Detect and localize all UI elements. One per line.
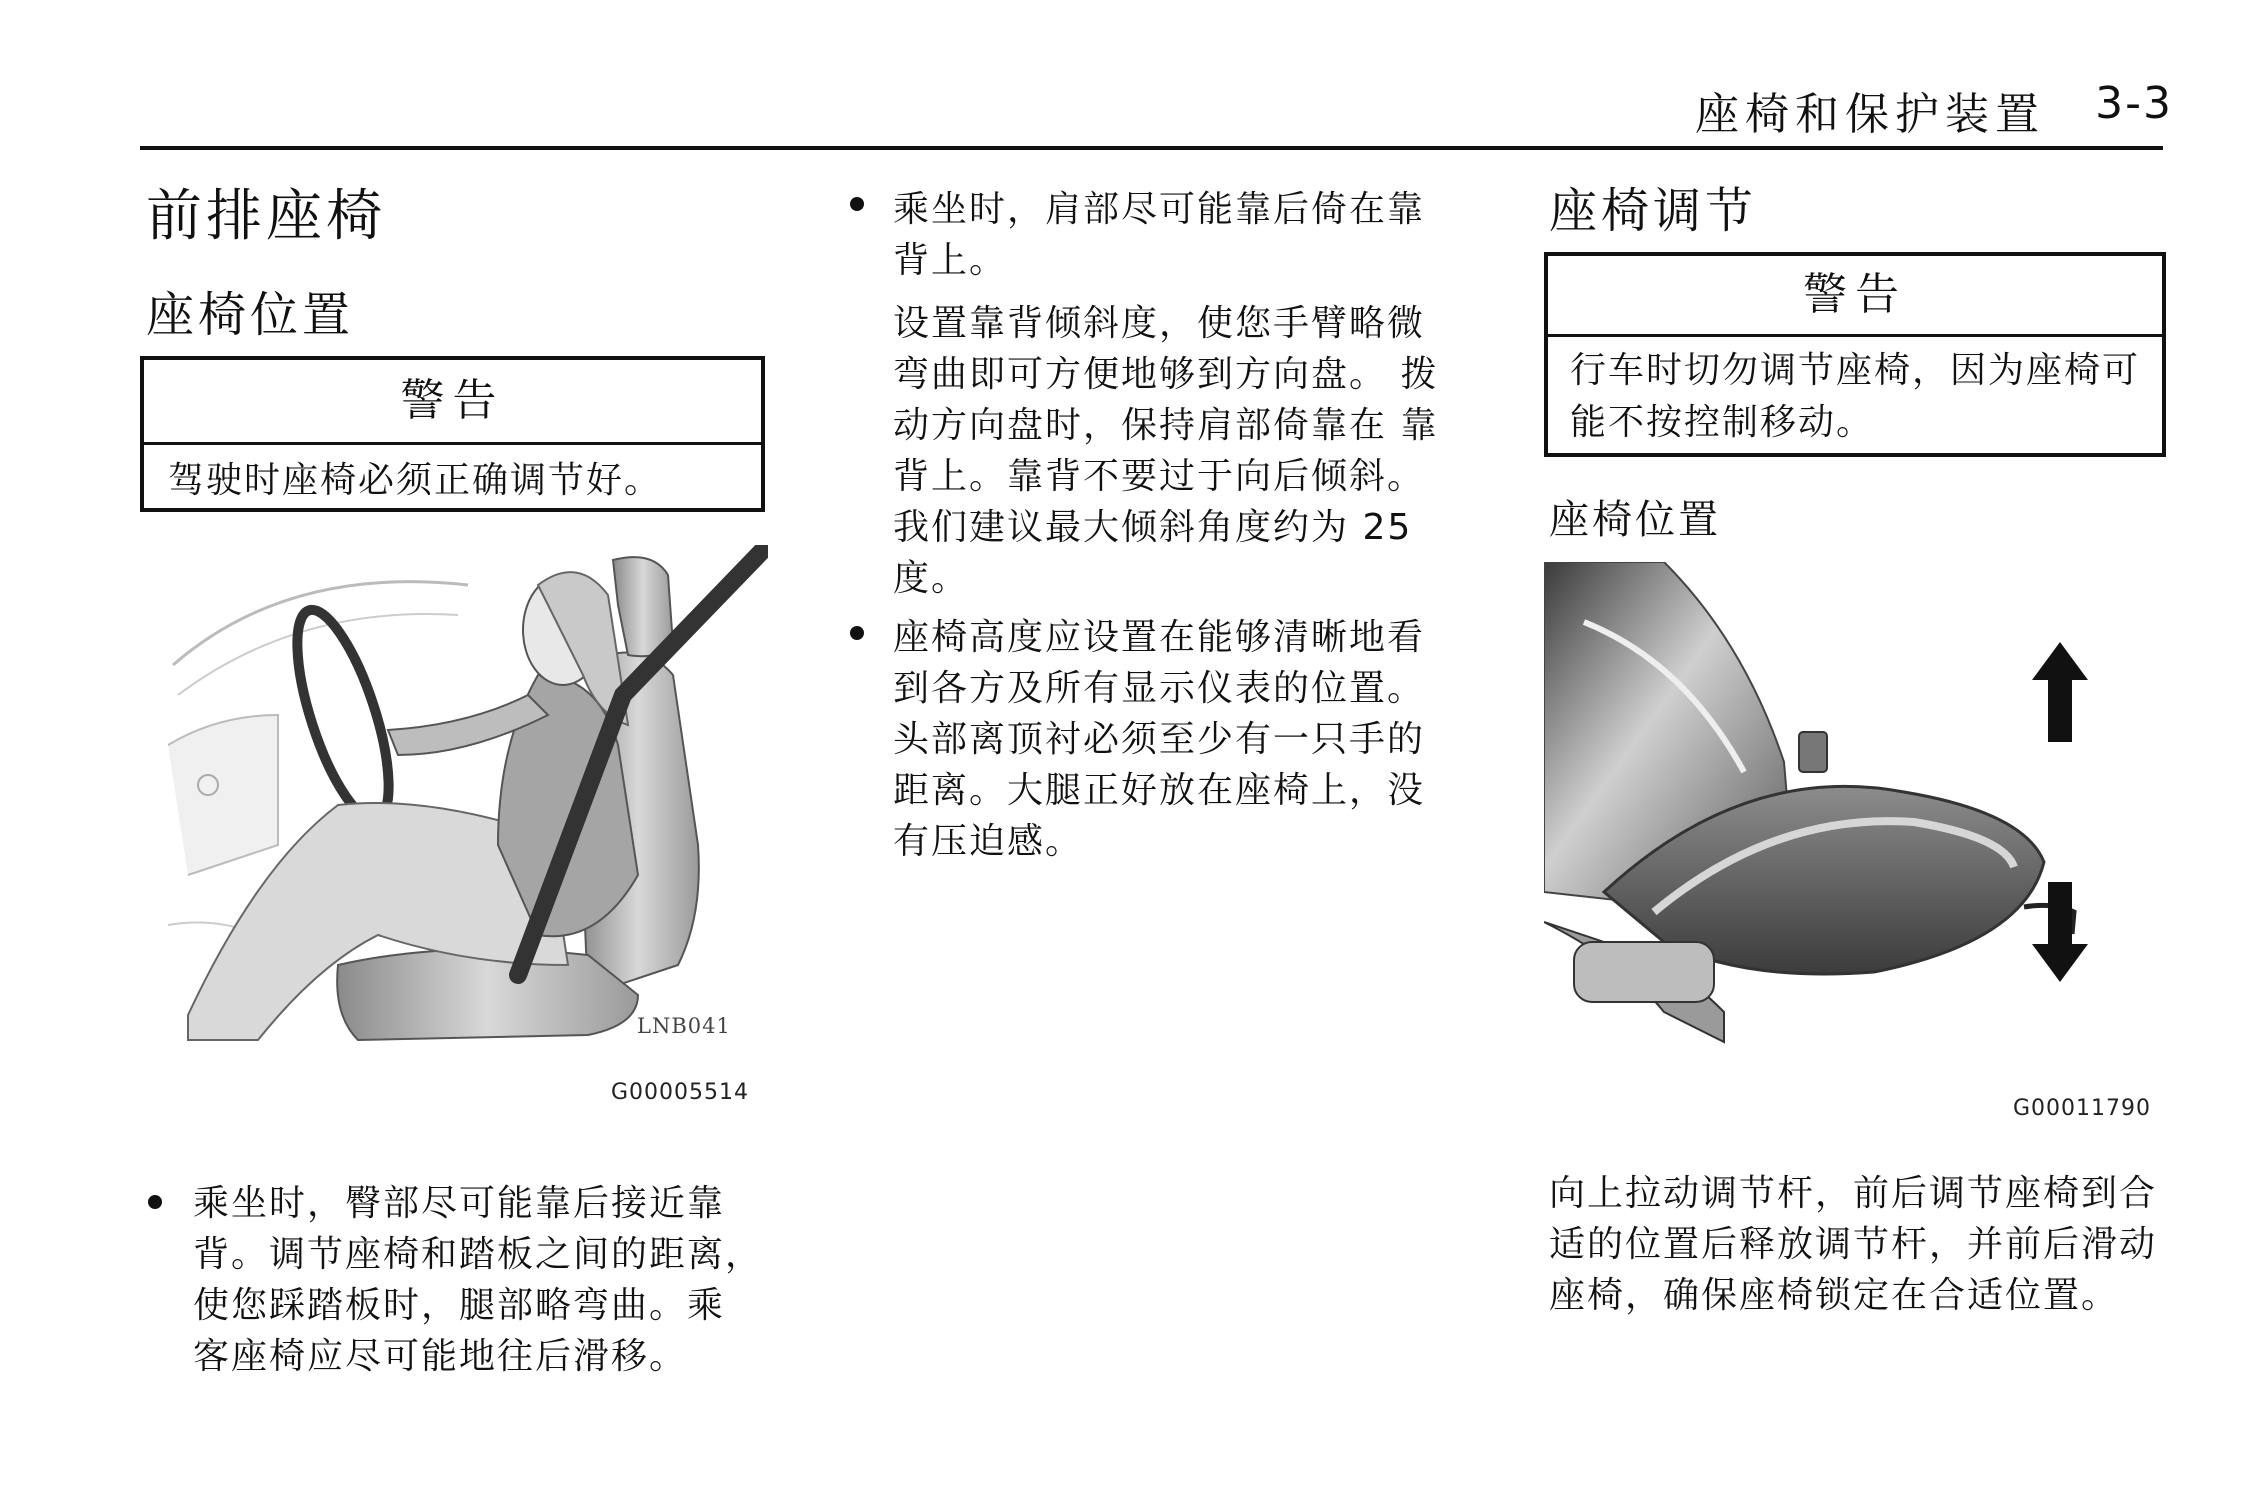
- paragraph-right: [1549, 1168, 2189, 1321]
- section-title-front-seats: 前排座椅: [146, 184, 386, 249]
- section-title-seat-adjustment: 座椅调节: [1549, 183, 1758, 239]
- driver-seating-illustration: [168, 545, 768, 1050]
- bullet-dot: [148, 1195, 162, 1209]
- text-line: 背上。靠背不要过于向后倾斜。: [893, 456, 1426, 497]
- bullet-paragraph-left: [193, 1178, 763, 1382]
- text-line: 乘坐时，肩部尽可能靠后倚在靠: [893, 189, 1426, 230]
- text-line: 能不按控制移动。: [1570, 402, 1875, 443]
- text-line: 座椅，确保座椅锁定在合适位置。: [1549, 1275, 2120, 1316]
- warning-title: 警告: [1548, 256, 2162, 337]
- page-number: 3-3: [2095, 78, 2173, 129]
- running-header-title: 座椅和保护装置: [1695, 89, 2045, 140]
- text-line: 度。: [893, 558, 970, 599]
- text-line: 我们建议最大倾斜角度约为 25: [893, 507, 1413, 548]
- warning-box-left: [140, 356, 765, 512]
- text-line: 到各方及所有显示仪表的位置。: [893, 668, 1426, 709]
- warning-box-right: [1544, 252, 2166, 457]
- text-line: 动方向盘时，保持肩部倚靠在 靠: [893, 405, 1439, 446]
- text-line: 背。调节座椅和踏板之间的距离，: [193, 1234, 764, 1275]
- text-line: 距离。大腿正好放在座椅上，没: [893, 770, 1426, 811]
- figure-inner-code: LNB041: [637, 1014, 731, 1038]
- figure-code-right: G00011790: [2013, 1096, 2152, 1121]
- text-line: 适的位置后释放调节杆，并前后滑动: [1549, 1224, 2158, 1265]
- text-line: 使您踩踏板时，腿部略弯曲。乘: [193, 1285, 726, 1326]
- text-line: 客座椅应尽可能地往后滑移。: [193, 1336, 688, 1377]
- seat-adjustment-drawing: [1544, 562, 2104, 1062]
- driver-seating-drawing: [168, 545, 768, 1050]
- warning-body: 驾驶时座椅必须正确调节好。: [168, 460, 663, 501]
- bullet-paragraph-mid-2: [893, 612, 1463, 867]
- figure-code-left: G00005514: [611, 1080, 750, 1105]
- seat-adjustment-illustration: [1544, 562, 2104, 1062]
- text-line: 背上。: [893, 240, 1008, 281]
- warning-body: [1548, 337, 2162, 449]
- text-line: 行车时切勿调节座椅，因为座椅可: [1570, 350, 2141, 391]
- warning-title: 警告: [144, 360, 761, 445]
- header-divider: [140, 146, 2163, 150]
- bullet-dot: [850, 626, 864, 640]
- bullet-dot: [850, 197, 864, 211]
- text-line: 向上拉动调节杆，前后调节座椅到合: [1549, 1173, 2158, 1214]
- paragraph-mid: [893, 298, 1463, 604]
- text-line: 座椅高度应设置在能够清晰地看: [893, 617, 1426, 658]
- text-line: 弯曲即可方便地够到方向盘。 拨: [893, 354, 1439, 395]
- text-line: 有压迫感。: [893, 821, 1084, 862]
- text-line: 设置靠背倾斜度，使您手臂略微: [893, 303, 1426, 344]
- subsection-title-seat-position-right: 座椅位置: [1549, 497, 1721, 543]
- subsection-title-seat-position: 座椅位置: [146, 287, 355, 343]
- text-line: 乘坐时，臀部尽可能靠后接近靠: [193, 1183, 726, 1224]
- bullet-paragraph-mid-1: [893, 184, 1463, 286]
- text-line: 头部离顶衬必须至少有一只手的: [893, 719, 1426, 760]
